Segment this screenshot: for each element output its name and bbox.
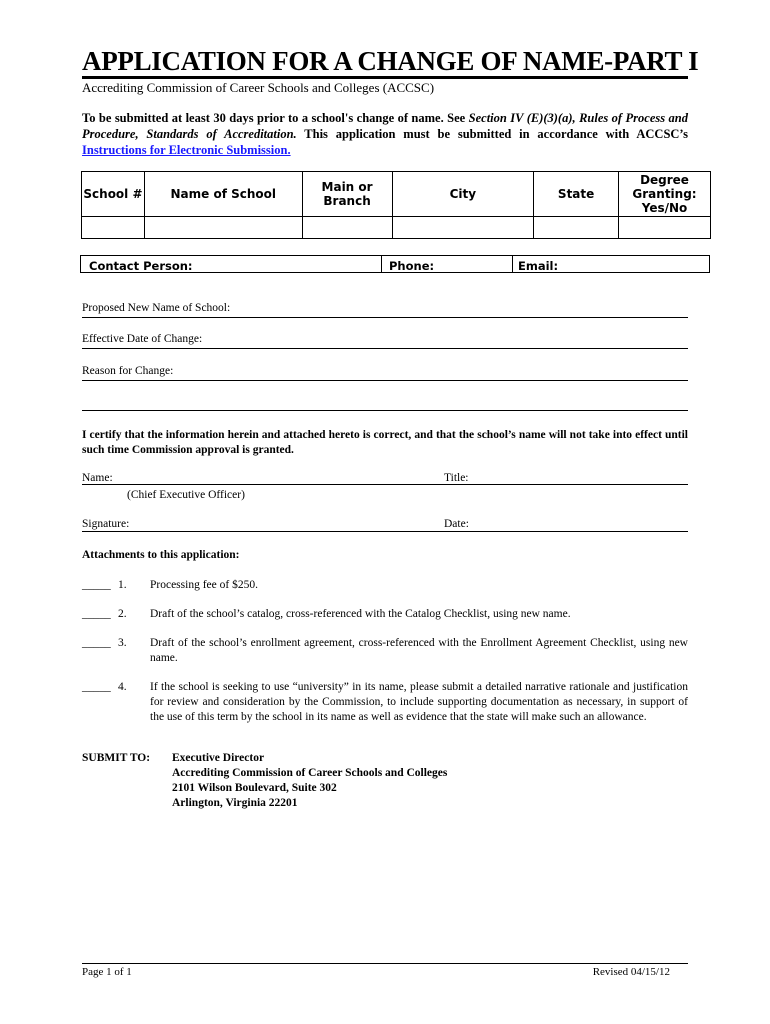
table-row <box>82 217 711 239</box>
contact-person-label[interactable]: Contact Person: <box>89 259 193 273</box>
attachment-number: 3. <box>118 637 127 649</box>
signature-date-line <box>82 531 688 532</box>
organization-subtitle: Accrediting Commission of Career Schools and Colleges (ACCSC) <box>82 80 435 95</box>
footer-rule <box>82 963 688 964</box>
list-item <box>82 636 688 668</box>
attachment-text: Draft of the school’s enrollment agreement, cross-referenced with the Enrollment Agreement Checklist, using new name. <box>150 637 688 664</box>
header-state: State <box>534 172 619 217</box>
cell-school-number[interactable] <box>82 217 145 239</box>
page-title: APPLICATION FOR A CHANGE OF NAME-PART I <box>82 46 699 76</box>
reason-continuation-line[interactable] <box>82 394 688 411</box>
header-city: City <box>392 172 534 217</box>
cell-degree-granting[interactable] <box>619 217 711 239</box>
attachment-number: 4. <box>118 681 127 693</box>
attachment-text: Draft of the school’s catalog, cross-referenced with the Catalog Checklist, using new name. <box>150 608 571 620</box>
intro-text-2: This application must be submitted in accordance with ACCSC’s <box>296 127 688 141</box>
attachment-text: If the school is seeking to use “university” in its name, please submit a detailed narrative rationale and justification for review and consideration by the Commission, to include supporting documentation as necessary, in support of the use of this term by the school in its name as well as evidence that the state will make such an allowance. <box>150 681 688 723</box>
attachment-checkbox-blank[interactable]: _____ <box>82 608 111 620</box>
school-info-table <box>81 171 711 239</box>
contact-divider <box>512 256 513 272</box>
certification-statement: I certify that the information herein and attached hereto is correct, and that the school’s name will not take into effect until such time Commission approval is granted. <box>82 429 688 456</box>
submit-address-line: 2101 Wilson Boulevard, Suite 302 <box>172 782 337 794</box>
page-number: Page 1 of 1 <box>82 966 132 978</box>
intro-text-1: To be submitted at least 30 days prior to a school's change of name. See <box>82 111 469 125</box>
email-label[interactable]: Email: <box>518 259 559 273</box>
name-label[interactable]: Name: <box>82 472 113 484</box>
phone-label[interactable]: Phone: <box>389 259 435 273</box>
attachments-heading: Attachments to this application: <box>82 549 240 561</box>
intro-italic-reference: Section IV (E)(3)(a), Rules of Process and Procedure, Standards of Accreditation. <box>82 111 688 141</box>
instructions-link[interactable]: Instructions for Electronic Submission. <box>82 143 291 157</box>
contact-row <box>80 255 710 273</box>
table-header-row <box>82 172 711 217</box>
submit-address-line: Arlington, Virginia 22201 <box>172 797 298 809</box>
submit-address <box>172 751 447 811</box>
header-name-of-school: Name of School <box>144 172 302 217</box>
submit-to-label: SUBMIT TO: <box>82 752 151 764</box>
effective-date-field[interactable]: Effective Date of Change: <box>82 332 688 349</box>
title-rule <box>82 76 688 79</box>
header-degree-granting: Degree Granting: Yes/No <box>619 172 711 217</box>
intro-paragraph <box>82 110 688 158</box>
revised-date: Revised 04/15/12 <box>592 966 670 978</box>
attachment-number: 2. <box>118 608 127 620</box>
contact-divider <box>381 256 382 272</box>
reason-field[interactable]: Reason for Change: <box>82 364 688 381</box>
attachment-checkbox-blank[interactable]: _____ <box>82 681 111 693</box>
date-label[interactable]: Date: <box>444 518 469 530</box>
list-item <box>82 607 688 623</box>
list-item <box>82 680 688 742</box>
submit-address-line: Executive Director <box>172 752 265 764</box>
submit-address-line: Accrediting Commission of Career Schools and Colleges <box>172 767 448 779</box>
attachment-text: Processing fee of $250. <box>150 579 258 591</box>
ceo-note: (Chief Executive Officer) <box>127 489 245 501</box>
attachment-checkbox-blank[interactable]: _____ <box>82 637 111 649</box>
title-label[interactable]: Title: <box>444 472 469 484</box>
attachment-number: 1. <box>118 579 127 591</box>
proposed-name-field[interactable]: Proposed New Name of School: <box>82 301 688 318</box>
signature-label[interactable]: Signature: <box>82 518 130 530</box>
cell-city[interactable] <box>392 217 534 239</box>
cell-main-or-branch[interactable] <box>302 217 392 239</box>
header-main-or-branch: Main or Branch <box>302 172 392 217</box>
cell-name-of-school[interactable] <box>144 217 302 239</box>
name-title-line <box>82 484 688 485</box>
list-item <box>82 578 688 594</box>
cell-state[interactable] <box>534 217 619 239</box>
attachment-checkbox-blank[interactable]: _____ <box>82 579 111 591</box>
header-school-number: School # <box>82 172 145 217</box>
